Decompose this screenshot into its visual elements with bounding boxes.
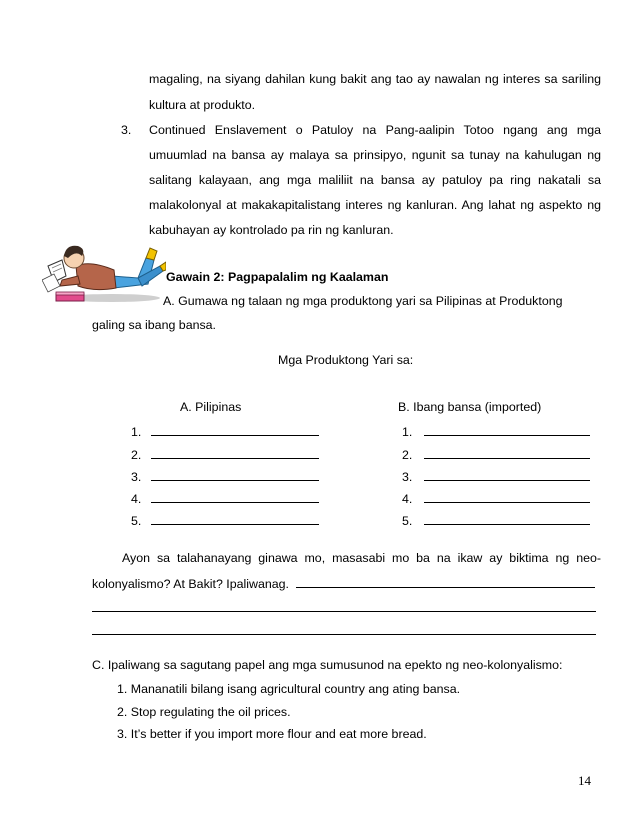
answer-blank[interactable] <box>151 446 319 459</box>
list-number: 4. <box>131 492 142 506</box>
item-3-line-1: Continued Enslavement o Patuloy na Pang-aalipin Totoo ngang ang mga <box>149 123 601 137</box>
page-number: 14 <box>578 773 591 788</box>
section-c-item-3: 3. It’s better if you import more flour and eat more bread. <box>117 727 427 741</box>
item-3-line-5: kabuhayan ay kontrolado pa rin ng kanluran. <box>149 223 394 237</box>
activity-instruction-line-2: galing sa ibang bansa. <box>92 318 217 332</box>
section-c-item-1: 1. Mananatili bilang isang agricultural country ang ating bansa. <box>117 682 461 696</box>
column-a-label: A. Pilipinas <box>180 400 242 414</box>
list-number: 4. <box>402 492 413 506</box>
section-c-item-2: 2. Stop regulating the oil prices. <box>117 705 291 719</box>
continuation-line-1: magaling, na siyang dahilan kung bakit ang tao ay nawalan ng interes sa sariling <box>149 72 601 86</box>
item-3-line-2: umuumlad na bansa ay malaya sa prinsipyo, ngunit sa tunay na kahulugan ng <box>149 148 601 162</box>
activity-instruction-line-1: A. Gumawa ng talaan ng mga produktong yari sa Pilipinas at Produktong <box>163 294 563 308</box>
answer-blank[interactable] <box>151 468 319 481</box>
answer-line[interactable] <box>92 599 596 612</box>
question-line-1: Ayon sa talahanayang ginawa mo, masasabi mo ba na ikaw ay biktima ng neo- <box>122 551 601 565</box>
activity-title: Gawain 2: Pagpapalalim ng Kaalaman <box>166 270 389 284</box>
question-line-2-row <box>92 575 595 591</box>
list-number: 1. <box>131 425 142 439</box>
list-item-b <box>402 512 590 528</box>
list-number: 3. <box>402 470 413 484</box>
answer-blank[interactable] <box>424 446 590 459</box>
list-number: 5. <box>402 514 413 528</box>
list-item-b <box>402 423 590 439</box>
item-3-line-4: malakolonyal at makakapitalistang interes ng kanluran. Ang lahat ng aspekto ng <box>149 198 601 212</box>
list-item-a <box>131 468 319 484</box>
list-item-b <box>402 446 590 462</box>
list-number: 1. <box>402 425 413 439</box>
list-item-b <box>402 490 590 506</box>
table-heading: Mga Produktong Yari sa: <box>278 353 414 367</box>
answer-blank[interactable] <box>424 468 590 481</box>
list-item-a <box>131 423 319 439</box>
list-number: 2. <box>131 448 142 462</box>
list-number: 5. <box>131 514 142 528</box>
list-number: 3. <box>131 470 142 484</box>
answer-blank[interactable] <box>151 423 319 436</box>
reading-student-illustration <box>42 236 166 306</box>
question-line-2: kolonyalismo? At Bakit? Ipaliwanag. <box>92 577 289 591</box>
answer-blank[interactable] <box>424 490 590 503</box>
item-3-line-3: salitang kalayaan, ang mga maliliit na bansa ay patuloy pa ring nakatali sa <box>149 173 601 187</box>
item-3-number: 3. <box>121 123 132 137</box>
answer-blank[interactable] <box>151 490 319 503</box>
section-c-title: C. Ipaliwang sa sagutang papel ang mga sumusunod na epekto ng neo-kolonyalismo: <box>92 658 563 672</box>
answer-line[interactable] <box>92 622 596 635</box>
list-item-a <box>131 446 319 462</box>
column-b-label: B. Ibang bansa (imported) <box>398 400 542 414</box>
list-item-b <box>402 468 590 484</box>
list-number: 2. <box>402 448 413 462</box>
answer-blank[interactable] <box>151 512 319 525</box>
list-item-a <box>131 512 319 528</box>
answer-blank[interactable] <box>424 512 590 525</box>
list-item-a <box>131 490 319 506</box>
answer-line[interactable] <box>296 575 595 588</box>
continuation-line-2: kultura at produkto. <box>149 98 256 112</box>
answer-blank[interactable] <box>424 423 590 436</box>
